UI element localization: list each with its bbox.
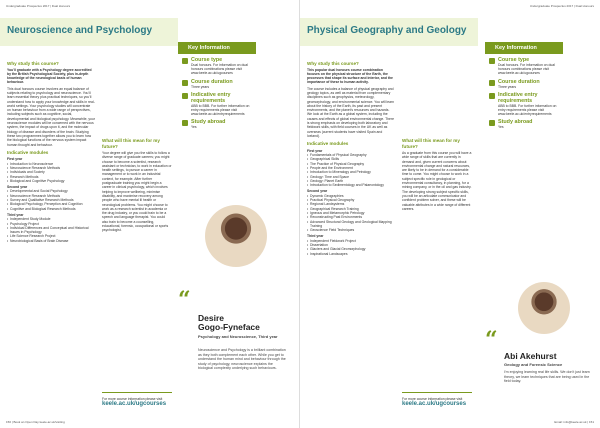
requirements-icon [489,93,495,99]
first-year-list [7,162,95,183]
list-item: • Practical Physical Geography [307,198,395,202]
key-course-duration: Course duration Three years [489,79,559,89]
clock-icon [489,80,495,86]
key-study-abroad: Study abroad Yes [182,119,252,129]
list-item: • Glaciers and Glacial Geomorphology [307,247,395,251]
first-year-label: First year [307,148,323,153]
quote-name-first: Desire [198,313,224,323]
list-item: • Survey and Qualitative Research Methods [7,198,95,202]
list-item: • Introduction to Sedimentology and Palaeontology [307,183,395,187]
key-course-type: Course type Dual honours. For information on dual honours combinations please visit www.keele.ac.uk/ugcourses [489,57,559,76]
list-item: • Inspirational Landscapes [307,252,395,256]
list-item: • Research Methods [7,175,95,179]
third-year-list [7,217,95,243]
quote-mark-icon: “ [178,287,191,313]
list-item: • Igneous and Metamorphic Petrology [307,211,395,215]
more-info: For more course information please visit keele.ac.uk/ugcourses [102,397,182,408]
third-year-list [307,239,395,256]
page-title: Physical Geography and Geology [307,25,467,36]
second-year-label: Second year [7,185,28,190]
list-item: • People and the Environment [307,166,395,170]
list-item: • Independent Study Module [7,217,95,221]
more-info-link[interactable]: keele.ac.uk/ugcourses [402,401,467,408]
key-course-type: Course type Dual honours. For information on dual honours combinations please visit www.keele.ac.uk/ugcourses [182,57,252,76]
list-item: • Dynamic Geographies [307,194,395,198]
future-column [402,135,472,211]
main-column [307,58,395,256]
why-intro: You'll graduate with a Psychology degree accredited by the British Psychological Society, plus in-depth knowledge of the neurological basis of human behaviour. [7,67,92,85]
quote-name: Abi Akehurst [504,351,557,361]
list-item: • Cognitive and Biological Research Methods [7,207,95,211]
third-year-label: Third year [307,234,324,239]
clock-icon [182,80,188,86]
quote-role: Psychology and Neuroscience, Third year [198,334,278,339]
key-information-box [178,42,256,133]
list-item: • Independent Fieldwork Project [307,239,395,243]
globe-icon [489,120,495,126]
first-year-label: First year [7,157,23,162]
future-body: As a graduate from this course you will have a wide range of skills that are currently in demand and, given current concerns about environmental change and natural resources, are likely to be in demand for a considerable time to come. You might choose to work in a subject specific role in geological or environmental consultancy, in planning, for a mining company, or in the oil and gas industry. The developing strong subject specific skills, you will be an articulate communicator and confident problem solver, and these will be valuable attributes in a wide range of different careers. [402,151,472,211]
key-information-heading: Key Information [485,42,563,54]
course-type-icon [182,58,188,64]
future-column [102,135,172,233]
page-title: Neuroscience and Psychology [7,25,153,36]
page-header: Undergraduate Prospectus 2017 | Dual Honours [529,4,594,8]
second-year-label: Second year [307,189,328,194]
third-year-label: Third year [7,212,24,217]
why-body: The course includes a balance of physical geography and geology topics, as well as material from complementary disciplines such as geophysics, meteorology, geomorphology, and environmental science. You will learn about the history of the Earth, its past and present environments, and the planet's resources and hazards. We look at the Earth as a global system, including the causes and effects of global environmental change. There is strong emphasis on developing both laboratory and fieldwork skills, with field courses in the UK as well as overseas (current students have visited Spain and Iceland). [307,86,395,138]
globe-icon [182,120,188,126]
student-photo [518,282,570,334]
future-heading: What will this mean for my future? [402,138,460,149]
student-photo [205,205,267,267]
modules-heading: Indicative modules [7,149,49,155]
key-course-duration: Course duration Three years [182,79,252,89]
key-entry-requirements: Indicative entry requirements ABB to BBB. For further information on entry requirements please visit www.keele.ac.uk/entryrequirements [489,92,559,117]
why-body: This dual honours course involves an equal balance of subjects relating to psychology and neuroscience. You'll learn essential theory plus practical techniques, so you'll understand how to apply your knowledge and skills in real-world settings. Your psychology studies will concentrate on human behaviour from a wide range of perspectives, including subjects such as cognitive, social, developmental and biological psychology. Meanwhile, your neuroscience modules will be concerned with the nervous system, the impact of drugs upon it, and the molecular biology of disease and disorders of the brain. Studying these two programmes together allows you to learn how the biological functions of the nervous system impact human thought and behaviour. [7,86,95,147]
quote-role: Geology and Forensic Science [504,362,563,367]
quote-mark-icon: “ [485,327,498,353]
quote-name-last: Gogo-Fyneface [198,322,260,332]
list-item: • Geographical Research Training [307,207,395,211]
list-item: • Fundamentals of Physical Geography [307,153,395,157]
page-footer: Email: info@keele.ac.uk | 151 [554,420,594,424]
list-item: • Introduction to Neuroscience [7,162,95,166]
list-item: • Geographical Skills [307,157,395,161]
key-study-abroad: Study abroad Yes [489,119,559,129]
list-item: • Biological Psychology, Perception and Cognition [7,202,95,206]
list-item: • Geology: Time and Space [307,175,395,179]
why-heading: Why study this course? [307,61,359,66]
divider [402,392,472,393]
list-item: • The Practice of Physical Geography [307,162,395,166]
future-heading: What will this mean for my future? [102,138,160,149]
modules-heading: Indicative modules [307,141,349,147]
list-item: • Advanced Structural Geology and Geological Mapping Training [307,220,395,229]
list-item: • Neuroscience Research Methods [7,194,95,198]
list-item: • Dissertation [307,243,395,247]
key-information-box [485,42,563,133]
second-year-list [7,189,95,210]
list-item: • Regional Landsystems [307,202,395,206]
key-information-heading: Key Information [178,42,256,54]
list-item: • Geology: Planet Earth [307,179,395,183]
second-year-list [307,194,395,233]
list-item: • Neurobiological Basis of Brain Disease [7,239,95,243]
list-item: • Introduction to Mineralogy and Petrology [307,170,395,174]
main-column [7,58,95,243]
more-info-link[interactable]: keele.ac.uk/ugcourses [102,401,167,408]
key-entry-requirements: Indicative entry requirements ABB to BBB. For further information on entry requirements please visit www.keele.ac.uk/entryrequirements [182,92,252,117]
requirements-icon [182,93,188,99]
first-year-list [307,153,395,187]
list-item: • Geoscience Field Techniques [307,228,395,232]
future-body: Your degree will give you the skills to follow a diverse range of graduate careers; you might choose to become a scientist, research assistant or technician, to work in education or health settings, to pursue a career in management or to work in an industrial context, for example. After further postgraduate training you might begin a career in clinical psychology, which involves helping to improve wellbeing, minimise disability, and maximise recovery among people who have mental ill health or neurological problems. You might choose to work as a research scientist in academia or the drug industry, or you could train to be a speech and language therapist. You could also train to become a counselling, educational, forensic, occupational or sports psychologist. [102,151,172,233]
right-page [300,0,600,428]
why-heading: Why study this course? [7,61,59,66]
more-info: For more course information please visit keele.ac.uk/ugcourses [402,397,482,408]
page-header: Undergraduate Prospectus 2017 | Dual Honours [6,4,71,8]
quote-text: I'm enjoying learning real life skills. We don't just learn theory, we learn techniques that are being used in the field today. [504,370,590,384]
list-item: • Individuals and Society [7,170,95,174]
page-footer: 150 | Book an Open Day keele.ac.uk/visiting [6,420,65,424]
course-type-icon [489,58,495,64]
list-item: • Life Science Research Project [7,234,95,238]
list-item: • Developmental and Social Psychology [7,189,95,193]
list-item: • Neuroscience Research Methods [7,166,95,170]
quote-text: Neuroscience and Psychology is a brilliant combination as they both complement each other. While you get to understand the human mind and behaviour through the study of psychology, neuroscience explains the biological complexity underlying such behaviours. [198,348,286,371]
divider [102,392,172,393]
list-item: • Psychology Project [7,222,95,226]
list-item: • Reconstructing Past Environments [307,215,395,219]
list-item: • Biological and Cognitive Psychology [7,179,95,183]
list-item: • Individual Differences and Conceptual and Historical Issues in Psychology [7,226,95,235]
why-intro: This popular dual honours course combination focuses on the physical structure of the Earth, the processes that shape its surface and interior, and the importance of these to human activity. [307,67,393,85]
